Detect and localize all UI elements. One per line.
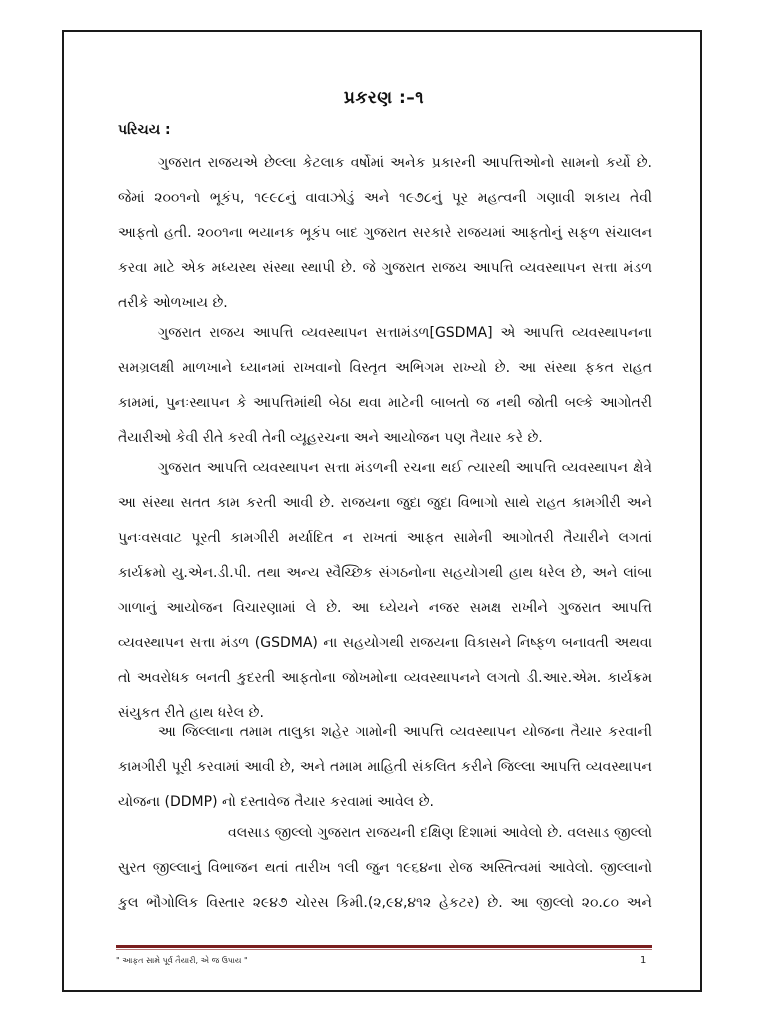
paragraph-4 (118, 715, 652, 820)
page-number: 1 (640, 955, 647, 966)
text-line: કાર્યક્રમો યુ.એન.ડી.પી. તથા અન્ય સ્વૈચ્છિક સંગઠનોના સહયોગથી હાથ ધરેલ છે, અને લાંબા (118, 565, 652, 581)
text-line: તો અવરોધક બનતી કુદરતી આફતોના જોખમોના વ્યવસ્થાપનને લગતો ડી.આર.એમ. કાર્યક્રમ (118, 670, 652, 686)
text-line: પુનઃવસવાટ પૂરતી કામગીરી મર્યાદિત ન રાખતાં આફત સામેની આગોતરી તૈયારીને લગતાં (118, 530, 652, 546)
text-line: કરવા માટે એક મધ્યસ્થ સંસ્થા સ્થાપી છે. જે ગુજરાત રાજય આપત્તિ વ્યવસ્થાપન સત્તા મંડળ (118, 260, 652, 276)
text-line: સંયુકત રીતે હાથ ધરેલ છે. (118, 705, 264, 721)
text-line: ગાળાનું આયોજન વિચારણામાં લે છે. આ ઘ્યેયને નજર સમક્ષ રાખીને ગુજરાત આપત્તિ (118, 600, 652, 616)
paragraph-1 (118, 146, 652, 321)
paragraph-2 (118, 316, 652, 456)
text-line: આ સંસ્થા સતત કામ કરતી આવી છે. રાજયના જુદા જુદા વિભાગો સાથે રાહત કામગીરી અને (118, 495, 652, 511)
text-line: ગુજરાત આપત્તિ વ્યવસ્થાપન સત્તા મંડળની રચના થઈ ત્યારથી આપત્તિ વ્યવસ્થાપન ક્ષેત્રે (158, 460, 652, 476)
text-line: આફતો હતી. ૨૦૦૧ના ભયાનક ભૂકંપ બાદ ગુજરાત સરકારે રાજયમાં આફતોનું સફળ સંચાલન (118, 225, 652, 241)
paragraph-5 (118, 816, 652, 921)
intro-heading: પરિચય : (118, 122, 171, 138)
chapter-title: પ્રકરણ :–૧ (343, 88, 425, 108)
text-line: સમગ્રલક્ષી માળખાને ઘ્યાનમાં રાખવાનો વિસ્તૃત અભિગમ રાખ્યો છે. આ સંસ્થા ફકત રાહત (118, 360, 652, 376)
text-line: તૈયારીઓ કેવી રીતે કરવી તેની વ્યૂહરચના અને આયોજન પણ તૈયાર કરે છે. (118, 430, 543, 446)
text-line: તરીકે ઓળખાય છે. (118, 295, 228, 311)
footer-rule (116, 945, 652, 948)
text-line: સુરત જીલ્લાનું વિભાજન થતાં તારીખ ૧લી જુન ૧૯૬૪ના રોજ અસ્તિત્વમાં આવેલો. જીલ્લાનો (118, 860, 652, 876)
text-line: યોજના (DDMP) નો દસ્તાવેજ તૈયાર કરવામાં આવેલ છે. (118, 794, 434, 810)
text-line: ગુજરાત રાજયએ છેલ્લા કેટલાક વર્ષોમાં અનેક પ્રકારની આપત્તિઓનો સામનો કર્યો છે. (158, 155, 652, 171)
text-line: કુલ ભૌગોલિક વિસ્તાર ૨૯૪૭ ચોરસ કિમી.(૨,૯૪,૪૧૨ હેકટર) છે. આ જીલ્લો ૨૦.૮૦ અને (118, 895, 652, 911)
text-line: આ જિલ્લાના તમામ તાલુકા શહેર ગામોની આપત્તિ વ્યવસ્થાપન યોજના તૈયાર કરવાની (158, 724, 652, 740)
paragraph-3 (118, 451, 652, 731)
footer-slogan: " આફત સામે પૂર્વ તૈયારી, એ જ ઉપાય " (116, 956, 248, 965)
text-line: જેમાં ૨૦૦૧નો ભૂકંપ, ૧૯૯૮નું વાવાઝોડું અને ૧૯૭૮નું પૂર મહત્વની ગણાવી શકાય તેવી (118, 190, 652, 206)
text-line: ગુજરાત રાજય આપત્તિ વ્યવસ્થાપન સત્તામંડળ[GSDMA] એ આપત્તિ વ્યવસ્થાપનના (158, 325, 652, 341)
text-line: વલસાડ જીલ્લો ગુજરાત રાજયની દક્ષિણ દિશામાં આવેલો છે. વલસાડ જીલ્લો (228, 825, 652, 841)
text-line: કામગીરી પૂરી કરવામાં આવી છે, અને તમામ માહિતી સંકલિત કરીને જિલ્લા આપત્તિ વ્યવસ્થાપન (118, 759, 652, 775)
text-line: વ્યવસ્થાપન સત્તા મંડળ (GSDMA) ના સહયોગથી રાજયના વિકાસને નિષ્ફળ બનાવતી અથવા (118, 635, 652, 651)
text-line: કામમાં, પુનઃસ્થાપન કે આપત્તિમાંથી બેઠા થવા માટેની બાબતો જ નથી જોતી બલ્કે આગોતરી (118, 395, 652, 411)
footer-rule-thin (116, 949, 652, 950)
